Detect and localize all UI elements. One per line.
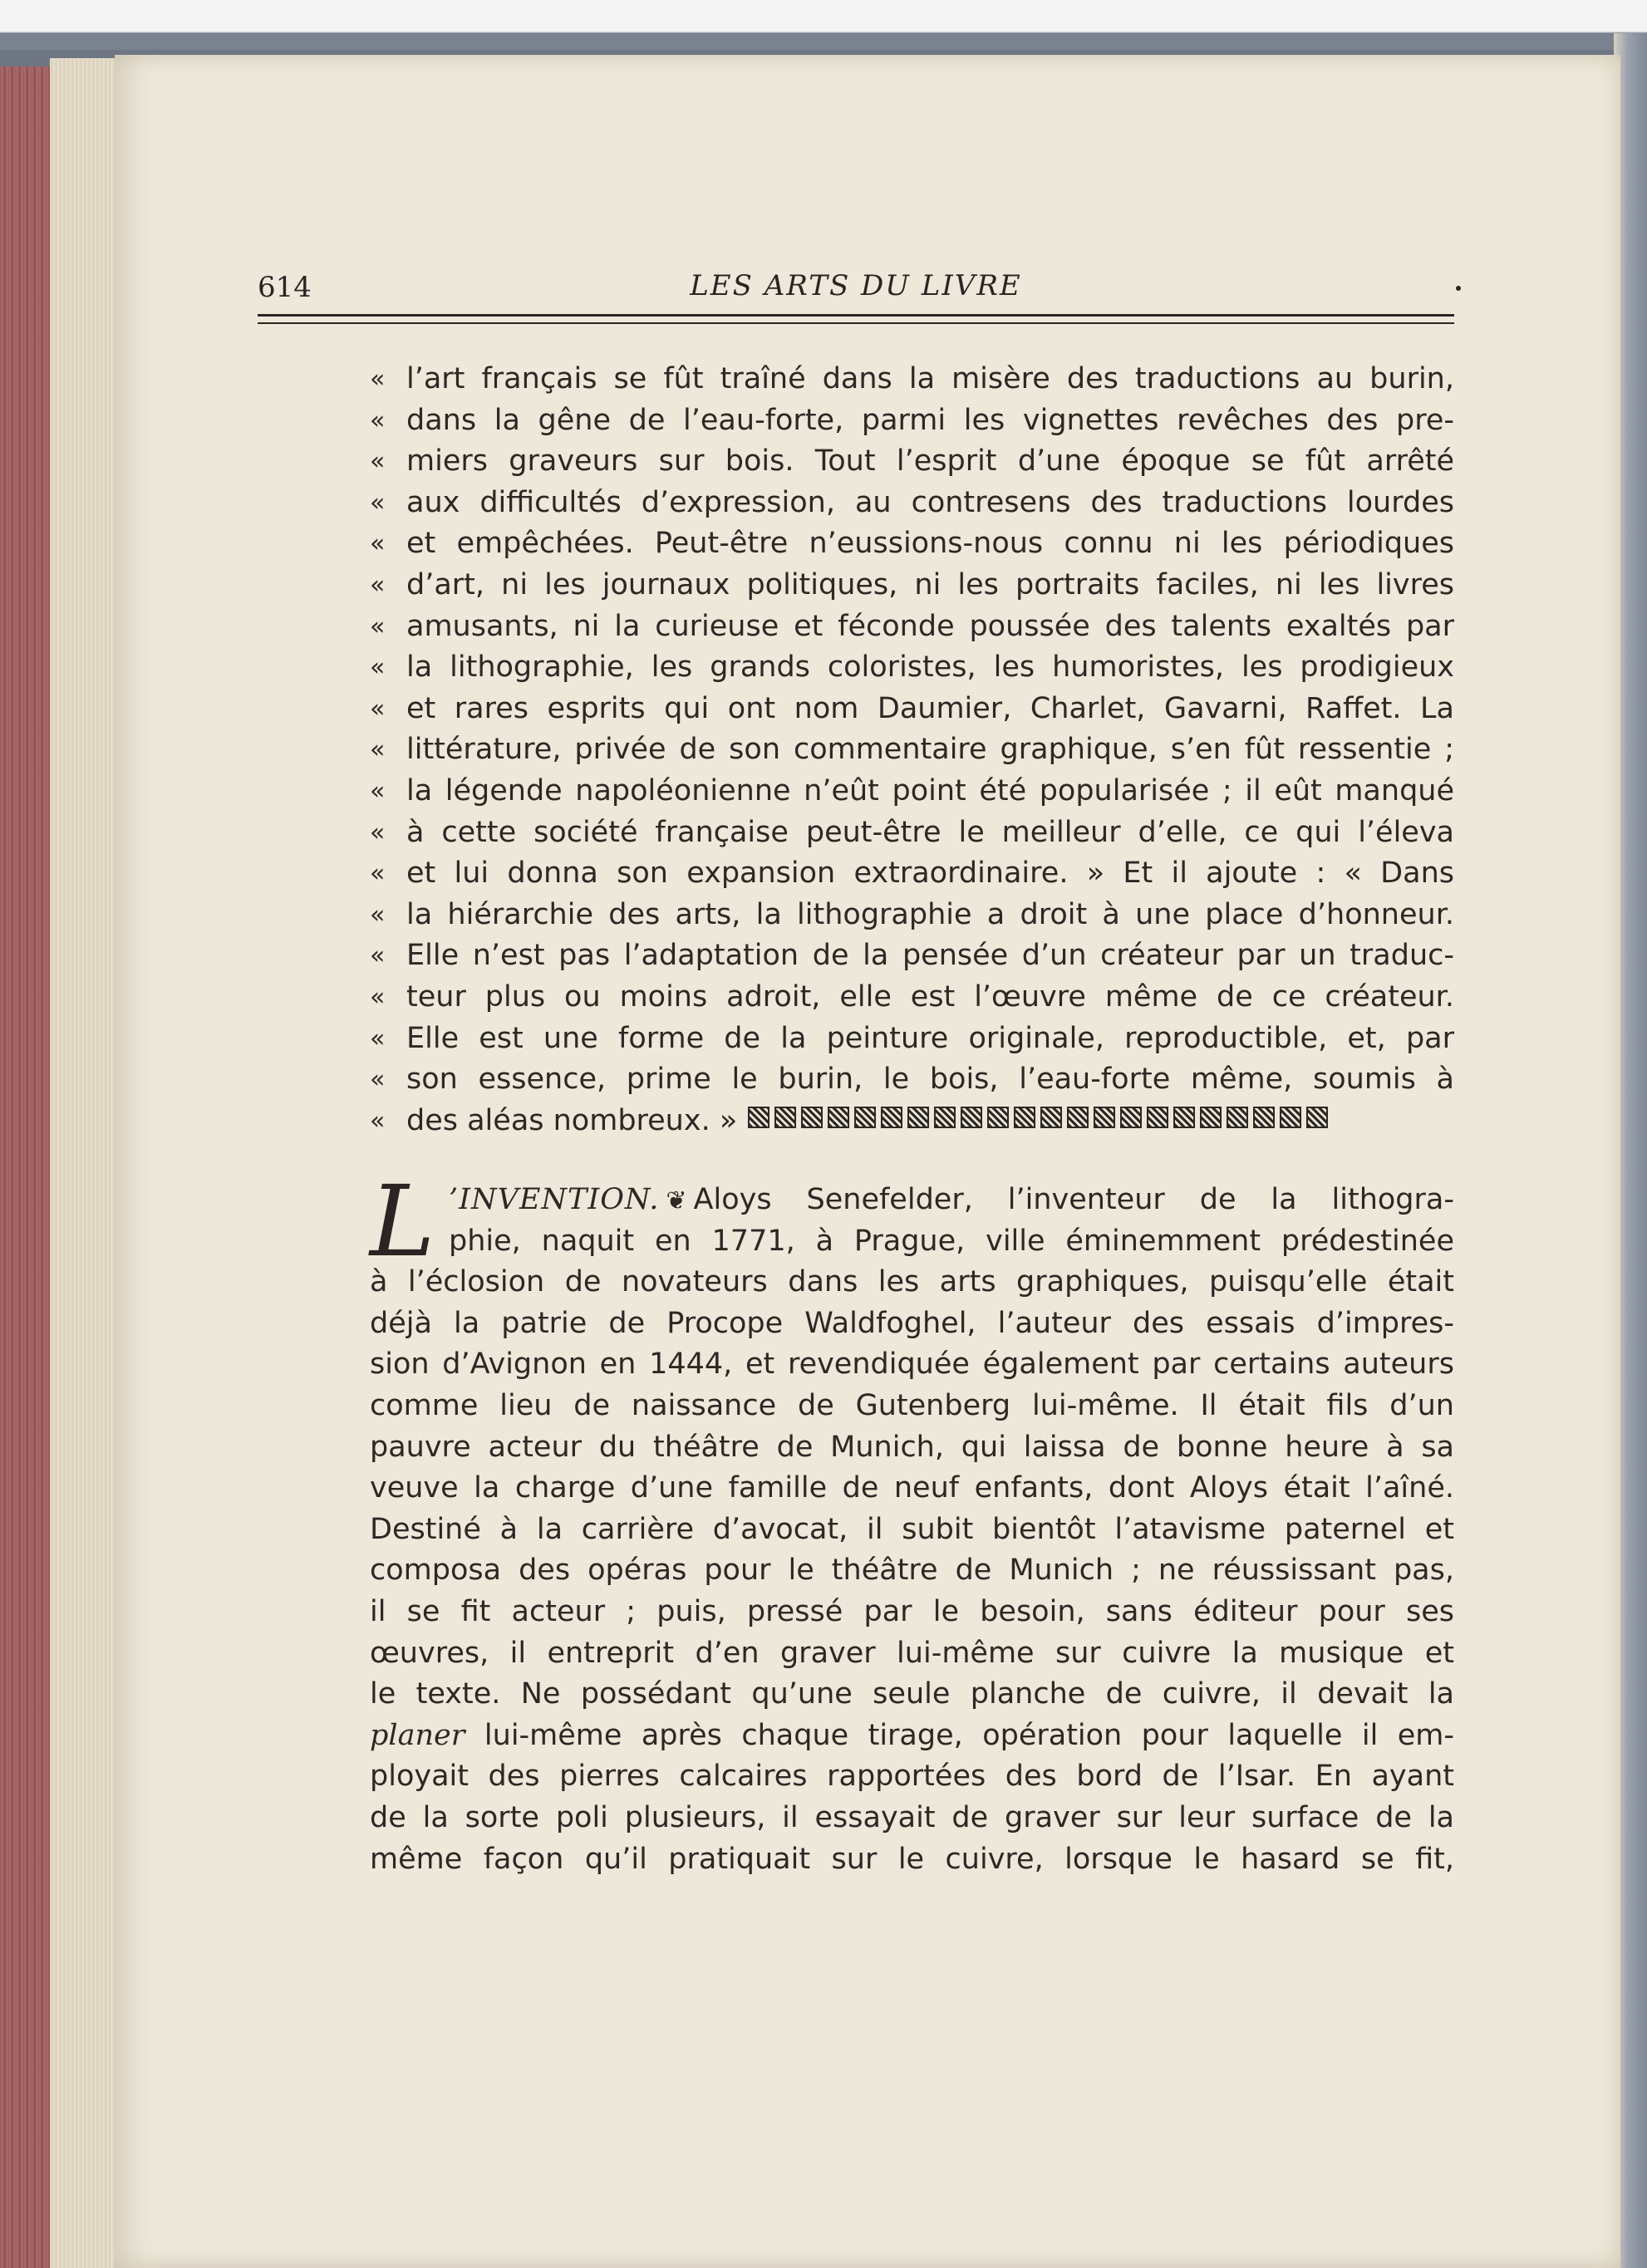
- leaf-ornament-icon: ❦: [666, 1186, 687, 1215]
- ornament-icon: [907, 1107, 929, 1128]
- quote-mark: «: [370, 941, 386, 971]
- header-rule-bottom: [258, 322, 1454, 324]
- quote-line: [370, 647, 1454, 689]
- ornament-icon: [1200, 1107, 1222, 1128]
- quote-line: [370, 771, 1454, 812]
- ornament-icon: [1040, 1107, 1062, 1128]
- quote-mark: «: [370, 694, 386, 724]
- page-number: 614: [258, 271, 312, 304]
- book-cover-top: [0, 0, 1647, 50]
- section-line: [370, 1716, 1454, 1757]
- quote-mark: «: [370, 1024, 386, 1053]
- ornament-icon: [987, 1107, 1009, 1128]
- quote-line-text: la légende napoléonienne n’eût point été popularisée ; il eût manqué: [406, 773, 1454, 808]
- italic-word: planer: [370, 1718, 465, 1752]
- section-line: Destiné à la carrière d’avocat, il subit bientôt l’atavisme paternel et: [370, 1512, 1454, 1546]
- header-dot: [1456, 286, 1461, 291]
- section-line: il se fit acteur ; puis, pressé par le besoin, sans éditeur pour ses: [370, 1594, 1454, 1628]
- quote-mark: «: [370, 859, 386, 889]
- quote-mark: «: [370, 735, 386, 765]
- ornament-icon: [1120, 1107, 1142, 1128]
- quote-mark: «: [370, 900, 386, 930]
- quote-mark: «: [370, 1106, 386, 1136]
- section-line: œuvres, il entreprit d’en graver lui-même sur cuivre la musique et: [370, 1636, 1454, 1670]
- section-heading: ’INVENTION.: [449, 1183, 660, 1216]
- quote-line: [370, 359, 1454, 400]
- italic-line-rest: lui-même après chaque tirage, opération pour laquelle il em-: [484, 1718, 1454, 1752]
- quote-line-text: aux difficultés d’expression, au contresens des traductions lourdes: [406, 485, 1454, 519]
- quote-line-text: d’art, ni les journaux politiques, ni les portraits faciles, ni les livres: [406, 567, 1454, 601]
- quote-line-text: miers graveurs sur bois. Tout l’esprit d’une époque se fût arrêté: [406, 444, 1454, 479]
- quote-mark: «: [370, 611, 386, 641]
- quote-line-text: et lui donna son expansion extraordinaire. » Et il ajoute : « Dans: [406, 857, 1454, 891]
- section-first-line: Aloys Senefelder, l’inventeur de la lithogra-: [693, 1183, 1454, 1216]
- header-rule-top: [258, 314, 1454, 317]
- ornament-icon: [1173, 1107, 1195, 1128]
- quote-line: [370, 977, 1454, 1019]
- quote-line: [370, 565, 1454, 606]
- quote-mark: «: [370, 405, 386, 435]
- quote-line: [370, 400, 1454, 442]
- quote-line-text: la lithographie, les grands coloristes, les humoristes, les prodigieux: [406, 650, 1454, 685]
- quote-line: [370, 853, 1454, 895]
- ornament-icon: [828, 1107, 849, 1128]
- page-header: [258, 266, 1454, 307]
- quote-line-text: teur plus ou moins adroit, elle est l’œuvre même de ce créateur.: [406, 979, 1454, 1014]
- ornament-icon: [854, 1107, 876, 1128]
- drop-cap: L: [370, 1164, 435, 1279]
- quote-mark: «: [370, 1065, 386, 1095]
- quote-line-text: littérature, privée de son commentaire graphique, s’en fût ressentie ;: [406, 733, 1454, 767]
- ornament-icon: [1306, 1107, 1328, 1128]
- quote-line-last: [370, 1101, 1454, 1142]
- ornament-icon: [881, 1107, 902, 1128]
- section-line: composa des opéras pour le théâtre de Munich ; ne réussissant pas,: [370, 1554, 1454, 1588]
- quote-mark: «: [370, 488, 386, 518]
- quote-mark: «: [370, 365, 386, 394]
- quote-line: [370, 483, 1454, 524]
- quote-line: [370, 1019, 1454, 1060]
- quote-line: [370, 523, 1454, 565]
- ornament-icon: [934, 1107, 956, 1128]
- section-line: veuve la charge d’une famille de neuf enfants, dont Aloys était l’aîné.: [370, 1471, 1454, 1505]
- section-line: même façon qu’il pratiquait sur le cuivre, lorsque le hasard se fit,: [370, 1842, 1454, 1876]
- quote-mark: «: [370, 570, 386, 600]
- quote-line-text: l’art français se fût traîné dans la misère des traductions au burin,: [406, 362, 1454, 395]
- quote-mark: «: [370, 447, 386, 477]
- section-line: à l’éclosion de novateurs dans les arts graphiques, puisqu’elle était: [370, 1265, 1454, 1299]
- section-line: déjà la patrie de Procope Waldfoghel, l’auteur des essais d’impres-: [370, 1306, 1454, 1340]
- ornament-icon: [1253, 1107, 1275, 1128]
- ornament-icon: [1094, 1107, 1115, 1128]
- quote-line-text: la hiérarchie des arts, la lithographie a droit à une place d’honneur.: [406, 897, 1454, 931]
- ornament-icon: [1067, 1107, 1089, 1128]
- quote-line-text: des aléas nombreux. »: [406, 1103, 738, 1137]
- quote-line-text: amusants, ni la curieuse et féconde poussée des talents exaltés par: [406, 609, 1454, 643]
- invention-section: [370, 1164, 1454, 1880]
- quote-line-text: son essence, prime le burin, le bois, l’eau-forte même, soumis à: [406, 1063, 1454, 1097]
- quote-line-text: dans la gêne de l’eau-forte, parmi les vignettes revêches des pre-: [406, 403, 1454, 437]
- quote-line: [370, 729, 1454, 771]
- quote-line: [370, 935, 1454, 977]
- ornament-icon: [748, 1107, 769, 1128]
- quote-mark: «: [370, 982, 386, 1012]
- quote-line-text: et rares esprits qui ont nom Daumier, Charlet, Gavarni, Raffet. La: [406, 691, 1454, 725]
- line-filler-ornaments: [745, 1102, 1330, 1142]
- quote-line: [370, 812, 1454, 854]
- quote-mark: «: [370, 817, 386, 847]
- ornament-icon: [1014, 1107, 1035, 1128]
- quote-line-text: à cette société française peut-être le meilleur d’elle, ce qui l’éleva: [406, 815, 1454, 849]
- section-line: de la sorte poli plusieurs, il essayait de graver sur leur surface de la: [370, 1800, 1454, 1834]
- section-line: ployait des pierres calcaires rapportées des bord de l’Isar. En ayant: [370, 1760, 1454, 1794]
- section-line: phie, naquit en 1771, à Prague, ville éminemment prédestinée: [449, 1224, 1454, 1258]
- section-line: pauvre acteur du théâtre de Munich, qui laissa de bonne heure à sa: [370, 1430, 1454, 1464]
- quote-line: [370, 441, 1454, 483]
- section-line: le texte. Ne possédant qu’une seule planche de cuivre, il devait la: [370, 1677, 1454, 1711]
- quote-line: [370, 895, 1454, 936]
- section-line: sion d’Avignon en 1444, et revendiquée également par certains auteurs: [370, 1348, 1454, 1382]
- quotation-block: [370, 359, 1454, 1141]
- section-line: [370, 1180, 1454, 1221]
- running-title: LES ARTS DU LIVRE: [690, 269, 1022, 302]
- ornament-icon: [1147, 1107, 1168, 1128]
- section-line: comme lieu de naissance de Gutenberg lui-même. Il était fils d’un: [370, 1388, 1454, 1422]
- quote-line-text: Elle est une forme de la peinture originale, reproductible, et, par: [406, 1021, 1454, 1055]
- quote-mark: «: [370, 776, 386, 806]
- ornament-icon: [774, 1107, 796, 1128]
- quote-line: [370, 1059, 1454, 1101]
- quote-line-text: et empêchées. Peut-être n’eussions-nous connu ni les périodiques: [406, 527, 1454, 561]
- quote-mark: «: [370, 653, 386, 683]
- quote-mark: «: [370, 529, 386, 559]
- ornament-icon: [1227, 1107, 1248, 1128]
- section-body-end: [370, 1756, 1454, 1880]
- quote-line-text: Elle n’est pas l’adaptation de la pensée d’un créateur par un traduc-: [406, 939, 1454, 973]
- ornament-icon: [801, 1107, 823, 1128]
- quote-line: [370, 689, 1454, 730]
- ornament-icon: [961, 1107, 982, 1128]
- page-stack: [50, 58, 116, 2268]
- ornament-icon: [1280, 1107, 1301, 1128]
- quote-line: [370, 606, 1454, 648]
- section-body: [370, 1262, 1454, 1716]
